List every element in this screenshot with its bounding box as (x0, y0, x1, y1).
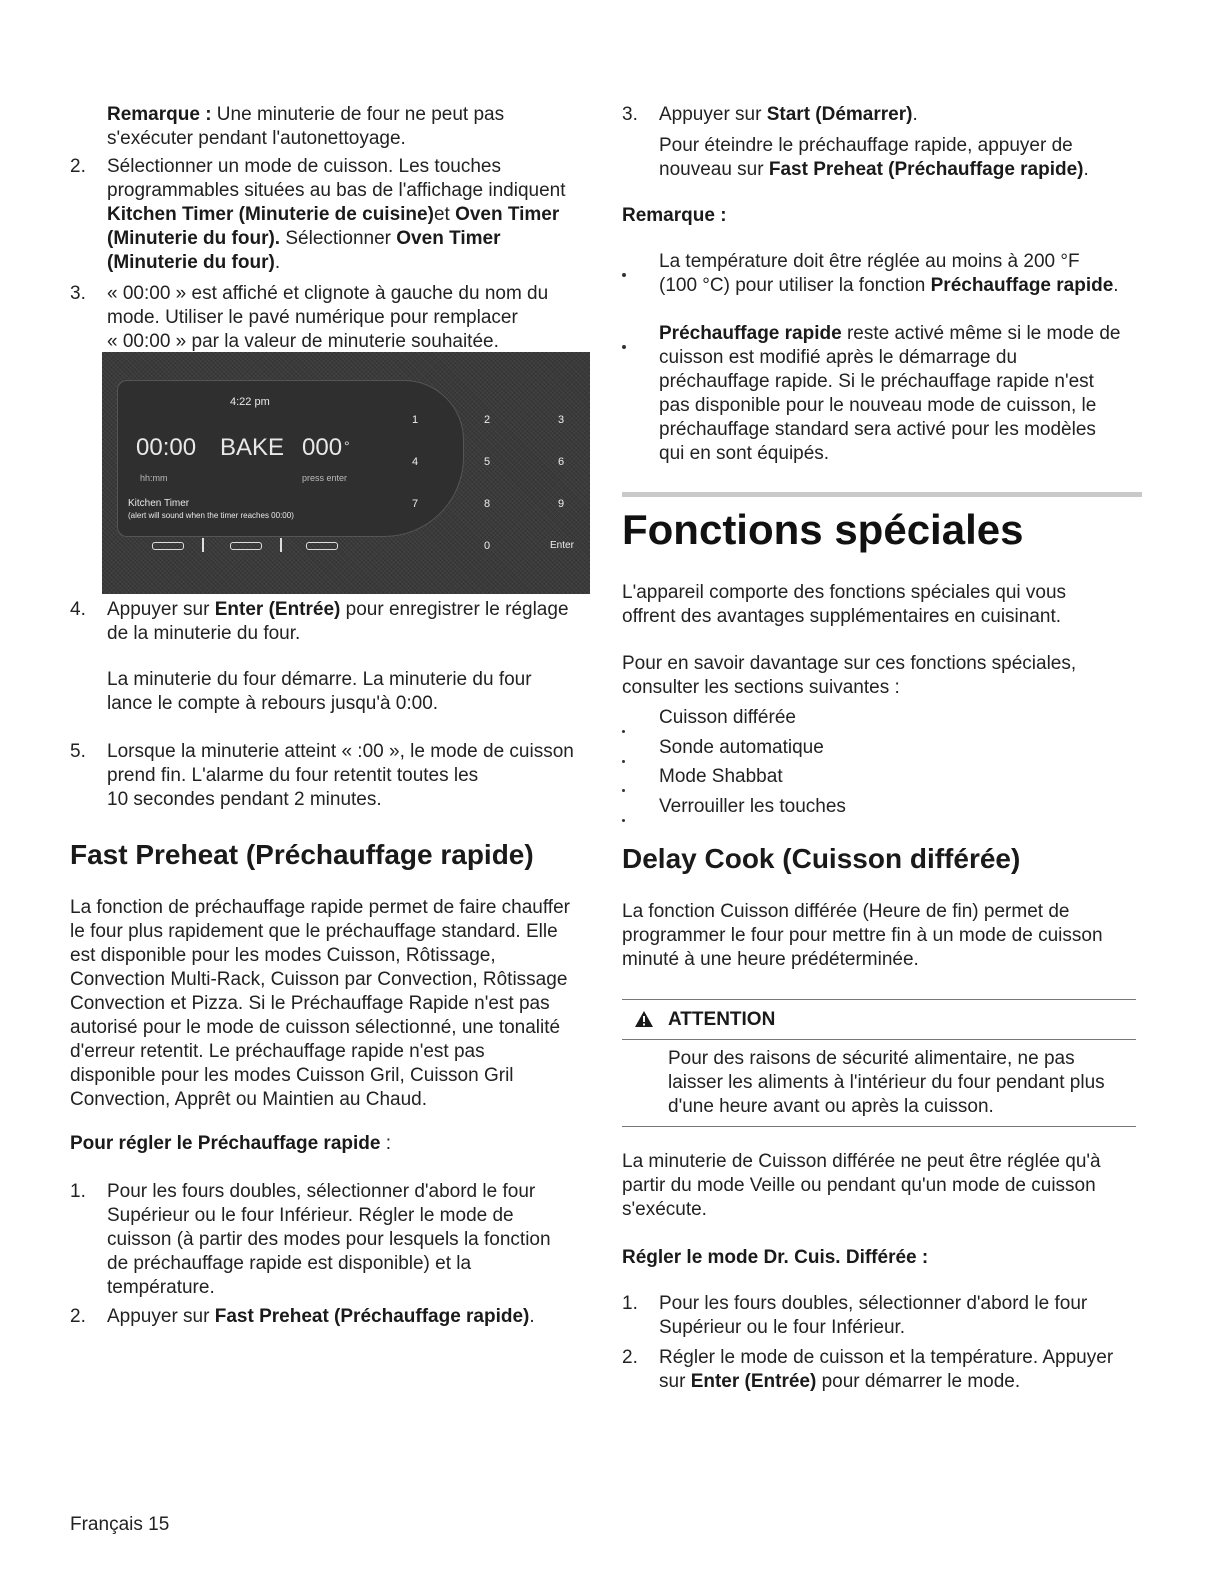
step-line: Régler le mode de cuisson et la température. Appuyer (659, 1347, 1114, 1368)
display-mode: BAKE (220, 434, 285, 461)
fp-step-2 (70, 1305, 590, 1329)
text: et (433, 204, 456, 225)
step-2 (70, 155, 590, 275)
step-4-line (107, 598, 590, 622)
key-8[interactable]: 8 (484, 498, 491, 510)
para-line: consulter les sections suivantes : (622, 677, 900, 698)
subheading-text: Pour régler le Préchauffage rapide (70, 1133, 381, 1154)
step-number: 3. (622, 104, 638, 125)
step-4-para-line: lance le compte à rebours jusqu'à 0:00. (107, 693, 439, 714)
feature-item[interactable] (622, 765, 1142, 789)
step-number: 1. (622, 1293, 638, 1314)
key-6[interactable]: 6 (558, 456, 565, 468)
dc-step-1 (622, 1292, 1142, 1340)
softkey-divider (280, 538, 282, 552)
step-line (659, 1370, 1142, 1394)
bullet-dot (622, 805, 642, 829)
step-line: Supérieur ou le four Inférieur. (659, 1317, 906, 1338)
para-line: s'exécute. (622, 1199, 707, 1220)
remarque-heading: Remarque : (622, 205, 727, 226)
attention-line: Pour des raisons de sécurité alimentaire, ne pas (668, 1048, 1075, 1069)
para-line: L'appareil comporte des fonctions spéciales qui vous (622, 582, 1067, 603)
feature-item[interactable] (622, 795, 1142, 819)
key-2[interactable]: 2 (484, 414, 491, 426)
display-sub-right: press enter (302, 473, 348, 483)
delay-cook-heading: Delay Cook (Cuisson différée) (622, 843, 1021, 874)
oven-timer-label: (Minuterie du four) (107, 252, 275, 273)
warning-icon (634, 1010, 654, 1035)
intro-paragraph-2 (622, 652, 1142, 700)
para-line: Convection et Pizza. Si le Préchauffage Rapide n'est pas (70, 993, 550, 1014)
r-step-3 (622, 103, 1142, 182)
bullet-line (659, 274, 1142, 298)
para-line: d'erreur retentit. Le préchauffage rapide n'est pas (70, 1041, 485, 1062)
feature-label: Sonde automatique (659, 737, 824, 758)
para-line: le four plus rapidement que le préchauffage standard. Elle (70, 921, 558, 942)
step-number: 3. (70, 283, 86, 304)
feature-label: Cuisson différée (659, 707, 796, 728)
note-line-1 (107, 103, 590, 127)
fast-preheat-term: Préchauffage rapide (659, 323, 842, 344)
step-5-line: 10 secondes pendant 2 minutes. (107, 789, 382, 810)
step-2-line: programmables situées au bas de l'affichage indiquent (107, 180, 566, 201)
text: . (274, 252, 281, 273)
key-1[interactable]: 1 (412, 414, 419, 426)
enter-label: Enter (Entrée) (690, 1371, 817, 1392)
bullet-line: qui en sont équipés. (659, 443, 830, 464)
step-number: 1. (70, 1181, 86, 1202)
step-line: Pour éteindre le préchauffage rapide, appuyer de (659, 135, 1073, 156)
para-line: minuté à une heure prédéterminée. (622, 949, 919, 970)
fp-step-1 (70, 1180, 590, 1300)
para-line: Pour en savoir davantage sur ces fonctions spéciales, (622, 653, 1077, 674)
step-number: 2. (70, 1306, 86, 1327)
bullet-line: La température doit être réglée au moins à 200 °F (659, 251, 1080, 272)
key-enter[interactable]: Enter (550, 540, 574, 551)
attention-label: ATTENTION (668, 1009, 776, 1030)
text: Appuyer sur (107, 1306, 215, 1327)
text: . (1113, 275, 1119, 296)
delay-cook-paragraph-2 (622, 1150, 1142, 1222)
step-3 (70, 282, 590, 354)
fast-preheat-paragraph (70, 896, 590, 1112)
fast-preheat-label: Fast Preheat (Préchauffage rapide) (214, 1306, 530, 1327)
bullet-line: pas disponible pour le nouveau mode de cuisson, le (659, 395, 1097, 416)
para-line: La fonction de préchauffage rapide permet de faire chauffer (70, 897, 570, 918)
step-number: 2. (70, 156, 86, 177)
delay-cook-paragraph (622, 900, 1142, 972)
oven-timer-label: (Minuterie du four). (107, 228, 281, 249)
attention-line: d'une heure avant ou après la cuisson. (668, 1096, 994, 1117)
para-line: disponible pour les modes Cuisson Gril, Cuisson Gril (70, 1065, 514, 1086)
fast-preheat-heading: Fast Preheat (Préchauffage rapide) (70, 839, 534, 870)
oven-timer-label: Oven Timer (455, 204, 560, 225)
display-deg: ° (344, 438, 350, 454)
para-line: est disponible pour les modes Cuisson, Rôtissage, (70, 945, 496, 966)
page-footer: Français 15 (70, 1514, 170, 1535)
text: : (380, 1133, 392, 1154)
step-4 (70, 598, 590, 716)
text: . (912, 104, 918, 125)
attention-line: laisser les aliments à l'intérieur du four pendant plus (668, 1072, 1105, 1093)
display-temp: 000 (302, 434, 343, 461)
dc-step-2 (622, 1346, 1142, 1394)
feature-item[interactable] (622, 736, 1142, 760)
display-clock: 4:22 pm (230, 396, 270, 408)
bullet-2 (622, 322, 1142, 466)
text: sur (659, 1371, 691, 1392)
softkey-1[interactable] (152, 542, 184, 550)
step-number: 5. (70, 741, 86, 762)
special-functions-heading: Fonctions spéciales (622, 506, 1024, 553)
step-4-para-line: La minuterie du four démarre. La minuterie du four (107, 669, 532, 690)
step-line: Pour les fours doubles, sélectionner d'abord le four (659, 1293, 1088, 1314)
step-number: 4. (70, 599, 86, 620)
bullet-dot (622, 260, 642, 284)
attention-text (668, 1047, 1138, 1119)
para-line: Convection Multi-Rack, Cuisson par Convection, Rôtissage (70, 969, 568, 990)
key-3[interactable]: 3 (558, 414, 565, 426)
note-text: Une minuterie de four ne peut pas (211, 104, 505, 125)
text: Appuyer sur (107, 599, 215, 620)
delay-cook-subheading: Régler le mode Dr. Cuis. Différée : (622, 1247, 929, 1268)
step-2-line (107, 251, 590, 275)
step-2-line (107, 203, 590, 227)
feature-label: Mode Shabbat (659, 766, 783, 787)
display-sub-left: hh:mm (140, 473, 168, 483)
start-label: Start (Démarrer) (766, 104, 913, 125)
attention-mid-rule (622, 1039, 1136, 1040)
step-line: Supérieur ou le four Inférieur. Régler le mode de (107, 1205, 514, 1226)
intro-paragraph (622, 581, 1142, 629)
step-5 (70, 740, 590, 812)
oven-display-image (102, 352, 590, 594)
display-time: 00:00 (136, 434, 197, 461)
para-line: La minuterie de Cuisson différée ne peut être réglée qu'à (622, 1151, 1101, 1172)
section-divider (622, 492, 1142, 497)
para-line: programmer le four pour mettre fin à un mode de cuisson (622, 925, 1103, 946)
text: pour démarrer le mode. (816, 1371, 1021, 1392)
bullet-line (659, 322, 1142, 346)
note-line-2: s'exécuter pendant l'autonettoyage. (107, 128, 406, 149)
bullet-line: cuisson est modifié après le démarrage du (659, 347, 1018, 368)
text: Appuyer sur (659, 104, 767, 125)
fast-preheat-label: Fast Preheat (Préchauffage rapide) (768, 159, 1084, 180)
text: Sélectionner (280, 228, 397, 249)
step-number: 2. (622, 1347, 638, 1368)
text: pour enregistrer le réglage (340, 599, 569, 620)
feature-label: Verrouiller les touches (659, 796, 846, 817)
para-line: partir du mode Veille ou pendant qu'un mode de cuisson (622, 1175, 1096, 1196)
step-line: Pour les fours doubles, sélectionner d'abord le four (107, 1181, 536, 1202)
bullet-line: préchauffage rapide. Si le préchauffage rapide n'est (659, 371, 1094, 392)
display-kitchen-timer-note: (alert will sound when the timer reaches 00:00) (128, 511, 294, 520)
para-line: autorisé pour le mode de cuisson sélectionné, une tonalité (70, 1017, 561, 1038)
text: reste activé même si le mode de (841, 323, 1121, 344)
key-5[interactable]: 5 (484, 456, 491, 468)
step-line (659, 158, 1142, 182)
bullet-line: préchauffage standard sera activé pour les modèles (659, 419, 1096, 440)
step-3-line: mode. Utiliser le pavé numérique pour remplacer (107, 307, 518, 328)
step-line: température. (107, 1277, 215, 1298)
bullet-dot (622, 332, 642, 356)
fast-preheat-term: Préchauffage rapide (930, 275, 1114, 296)
feature-item[interactable] (622, 706, 1142, 730)
oven-timer-label: Oven Timer (396, 228, 501, 249)
key-4[interactable]: 4 (412, 456, 419, 468)
softkey-divider (202, 538, 204, 552)
step-5-line: prend fin. L'alarme du four retentit toutes les (107, 765, 479, 786)
para-line: offrent des avantages supplémentaires en cuisinant. (622, 606, 1062, 627)
step-3-line: « 00:00 » par la valeur de minuterie souhaitée. (107, 331, 499, 352)
step-line (107, 1305, 590, 1329)
key-9[interactable]: 9 (558, 498, 565, 510)
enter-label: Enter (Entrée) (214, 599, 341, 620)
step-2-line: Sélectionner un mode de cuisson. Les touches (107, 156, 501, 177)
fast-preheat-subheading (70, 1132, 391, 1156)
step-4-line: de la minuterie du four. (107, 623, 301, 644)
text: . (529, 1306, 535, 1327)
step-5-line: Lorsque la minuterie atteint « :00 », le mode de cuisson (107, 741, 574, 762)
text: nouveau sur (659, 159, 769, 180)
step-3-line: « 00:00 » est affiché et clignote à gauche du nom du (107, 283, 549, 304)
kitchen-timer-label: Kitchen Timer (Minuterie de cuisine) (107, 204, 434, 225)
step-line: cuisson (à partir des modes pour lesquels la fonction (107, 1229, 551, 1250)
display-kitchen-timer: Kitchen Timer (128, 498, 190, 509)
softkey-3[interactable] (306, 542, 338, 550)
text: (100 °C) pour utiliser la fonction (659, 275, 931, 296)
softkey-2[interactable] (230, 542, 262, 550)
bullet-1 (622, 250, 1142, 298)
note-label: Remarque : (107, 104, 212, 125)
step-line: de préchauffage rapide est disponible) et la (107, 1253, 472, 1274)
step-line (659, 103, 1142, 127)
key-0[interactable]: 0 (484, 540, 491, 552)
attention-top-rule (622, 999, 1136, 1000)
key-7[interactable]: 7 (412, 498, 419, 510)
attention-bottom-rule (622, 1126, 1136, 1127)
text: . (1083, 159, 1089, 180)
step-2-line (107, 227, 590, 251)
para-line: La fonction Cuisson différée (Heure de fin) permet de (622, 901, 1070, 922)
para-line: Convection, Apprêt ou Maintien au Chaud. (70, 1089, 428, 1110)
